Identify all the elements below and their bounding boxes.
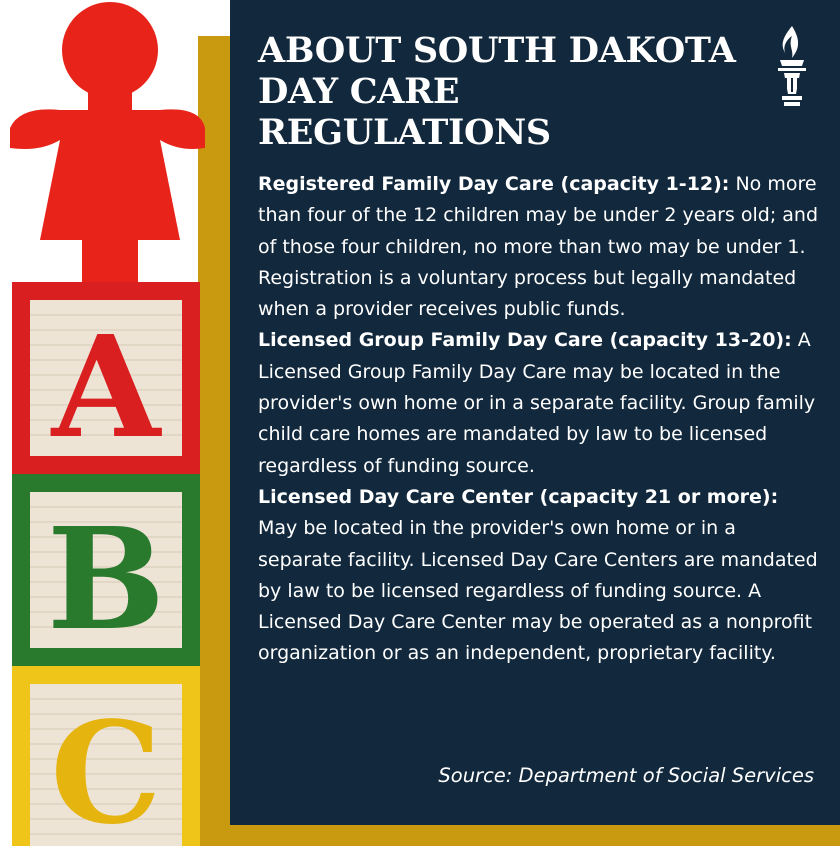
regulation-section-day-care-center <box>258 482 818 670</box>
regulation-section-group-family <box>258 325 818 481</box>
page-title: ABOUT SOUTH DAKOTA DAY CARE REGULATIONS <box>258 30 736 153</box>
block-a <box>12 282 200 474</box>
section-text: May be located in the provider's own home or in a separate facility. Licensed Day Care Centers are mandated by law to be licensed regardless of funding source. A Licensed Day Care Center may be operated as a nonprofit organization or as an independent, proprietary facility. <box>258 517 818 665</box>
section-text: A Licensed Group Family Day Care may be located in the provider's own home or in a separate facility. Group family child care homes are mandated by law to be licensed regardless of funding source. <box>258 329 816 477</box>
section-text: No more than four of the 12 children may be under 2 years old; and of those four children, no more than two may be under 1. Registration is a voluntary process but legally mandated when a provider receives public funds. <box>258 173 818 321</box>
info-panel <box>230 0 840 825</box>
regulations-body <box>258 169 818 670</box>
block-b <box>12 474 200 666</box>
regulation-section-registered-family <box>258 169 818 325</box>
section-heading: Licensed Group Family Day Care (capacity 13-20): <box>258 329 792 352</box>
block-c-letter: C <box>50 692 162 846</box>
block-b-letter: B <box>46 498 166 662</box>
section-heading: Registered Family Day Care (capacity 1-12): <box>258 173 730 195</box>
abc-blocks-photo <box>0 0 230 846</box>
torch-icon <box>772 24 812 108</box>
block-c <box>12 666 200 846</box>
red-doll-figure <box>10 2 205 282</box>
source-caption: Source: Department of Social Services <box>438 764 814 787</box>
block-a-letter: A <box>51 306 161 470</box>
section-heading: Licensed Day Care Center (capacity 21 or more): <box>258 485 779 508</box>
